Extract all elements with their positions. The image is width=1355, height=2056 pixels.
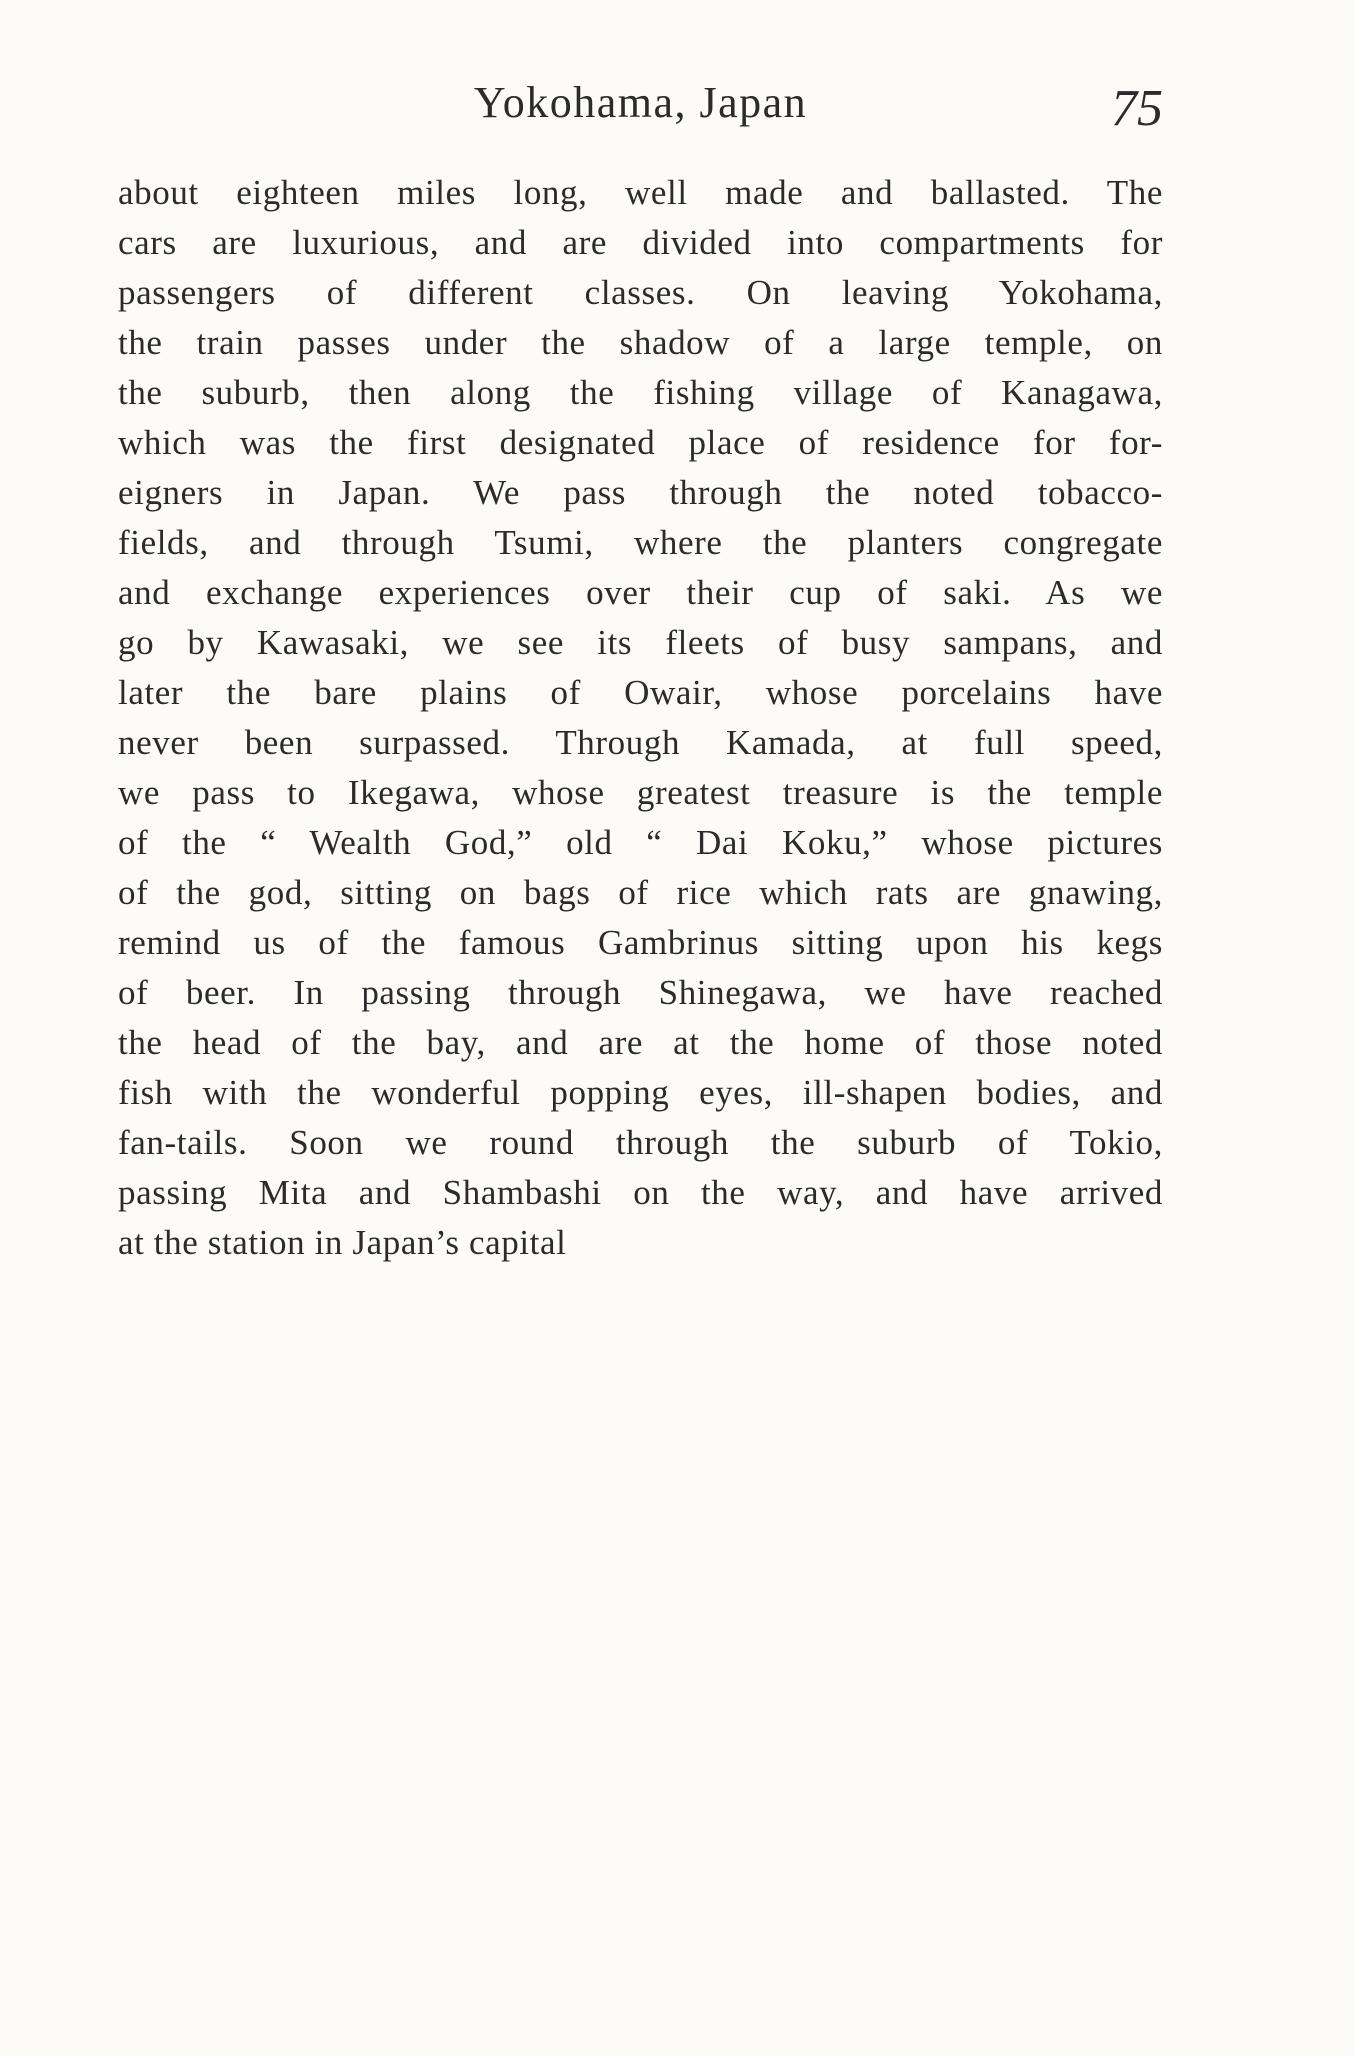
text-line: which was the first designated place of residence for for- bbox=[118, 423, 1163, 462]
text-line: fan-tails. Soon we round through the suburb of Tokio, bbox=[118, 1123, 1163, 1162]
text-line: eigners in Japan. We pass through the noted tobacco- bbox=[118, 473, 1163, 512]
text-line: go by Kawasaki, we see its fleets of busy sampans, and bbox=[118, 623, 1163, 662]
text-line: we pass to Ikegawa, whose greatest treasure is the temple bbox=[118, 773, 1163, 812]
text-line: the train passes under the shadow of a large temple, on bbox=[118, 323, 1163, 362]
text-line: fields, and through Tsumi, where the planters congregate bbox=[118, 523, 1163, 562]
text-line: the head of the bay, and are at the home of those noted bbox=[118, 1023, 1163, 1062]
text-line: remind us of the famous Gambrinus sitting upon his kegs bbox=[118, 923, 1163, 962]
text-line: later the bare plains of Owair, whose porcelains have bbox=[118, 673, 1163, 712]
text-line: of the “ Wealth God,” old “ Dai Koku,” whose pictures bbox=[118, 823, 1163, 862]
page-number: 75 bbox=[1111, 80, 1163, 137]
text-line: of the god, sitting on bags of rice which rats are gnawing, bbox=[118, 873, 1163, 912]
running-title: Yokohama, Japan bbox=[473, 78, 808, 127]
text-line: at the station in Japan’s capital bbox=[118, 1223, 567, 1262]
text-line: never been surpassed. Through Kamada, at full speed, bbox=[118, 723, 1163, 762]
text-line: about eighteen miles long, well made and ballasted. The bbox=[118, 173, 1163, 212]
text-line: cars are luxurious, and are divided into compartments for bbox=[118, 223, 1163, 262]
text-line: passengers of different classes. On leaving Yokohama, bbox=[118, 273, 1163, 312]
running-head bbox=[118, 68, 1163, 138]
body-paragraph bbox=[118, 168, 1163, 1268]
text-line: fish with the wonderful popping eyes, ill-shapen bodies, and bbox=[118, 1073, 1163, 1112]
text-line: passing Mita and Shambashi on the way, and have arrived bbox=[118, 1173, 1163, 1212]
text-line: and exchange experiences over their cup of saki. As we bbox=[118, 573, 1163, 612]
text-line: the suburb, then along the fishing village of Kanagawa, bbox=[118, 373, 1163, 412]
text-line: of beer. In passing through Shinegawa, we have reached bbox=[118, 973, 1163, 1012]
